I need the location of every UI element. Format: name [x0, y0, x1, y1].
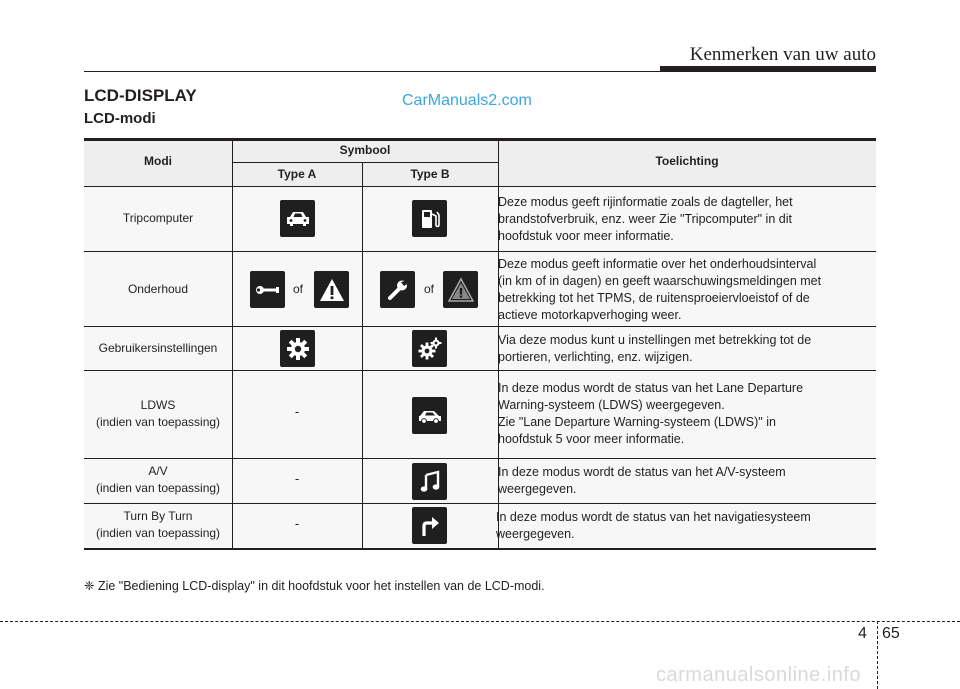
- row-ldws-type-a: -: [294, 404, 300, 419]
- chapter-number: 4: [858, 625, 867, 642]
- row-gebruikersinstellingen-desc: Via deze modus kunt u instellingen met betrekking tot de portieren, verlichting, enz. wijzigen.: [498, 333, 812, 364]
- header-toelichting: Toelichting: [655, 154, 719, 168]
- header-modi: Modi: [144, 154, 172, 168]
- row-ldws-desc: In deze modus wordt de status van het Lane Departure Warning-systeem (LDWS) weergegeven. Zie "Lane Departure Warning-systeem (LDWS)" in hoofdstuk 5 voor meer informatie.: [498, 381, 804, 446]
- row-onderhoud-mode: Onderhoud: [127, 282, 189, 296]
- page-number: 65: [882, 625, 900, 642]
- row-turn-by-turn-type-a: -: [294, 516, 300, 531]
- section-title: LCD-DISPLAY: [84, 86, 197, 105]
- header-rule-thick: [660, 66, 876, 72]
- sub-title: LCD-modi: [84, 110, 156, 127]
- row-tripcomputer-desc: Deze modus geeft rijinformatie zoals de dagteller, het brandstofverbruik, enz. weer Zie "Tripcomputer" in dit hoofdstuk voor meer informatie.: [498, 195, 793, 243]
- lcd-modes-table: [84, 138, 876, 550]
- turn-arrow-icon: [412, 507, 447, 544]
- row-turn-by-turn-mode: Turn By Turn (indien van toepassing): [95, 509, 221, 540]
- wrench-icon: [380, 271, 415, 308]
- table-bottom-rule: [84, 548, 876, 550]
- header-symbool: Symbool: [339, 143, 391, 157]
- footer-watermark: carmanualsonline.info: [656, 664, 862, 686]
- row-ldws-mode: LDWS (indien van toepassing): [95, 398, 221, 429]
- header-rule: [84, 71, 660, 72]
- music-note-icon: [412, 463, 447, 500]
- row-tripcomputer-mode: Tripcomputer: [122, 211, 194, 225]
- row-gebruikersinstellingen-mode: Gebruikersinstellingen: [98, 341, 218, 355]
- row-onderhoud-desc: Deze modus geeft informatie over het onderhoudsinterval (in km of in dagen) en geeft waarschuwingsmeldingen met betrekking tot het TPMS, de ruitensproeiervloeistof of de actieve motorkapverhoging weer.: [498, 257, 822, 322]
- or-label: of: [293, 282, 304, 296]
- footnote: ❈ Zie "Bediening LCD-display" in dit hoofdstuk voor het instellen van de LCD-modi.: [84, 579, 545, 593]
- or-label: of: [424, 282, 435, 296]
- header-type-b: Type B: [410, 167, 450, 181]
- running-header: Kenmerken van uw auto: [689, 44, 876, 65]
- header-type-a: Type A: [277, 167, 317, 181]
- row-av-mode: A/V (indien van toepassing): [95, 464, 221, 495]
- warning-triangle-icon: [314, 271, 349, 308]
- footer-divider: [877, 621, 878, 689]
- row-turn-by-turn-desc: In deze modus wordt de status van het navigatiesysteem weergegeven.: [496, 510, 811, 541]
- wrench-icon: [250, 271, 285, 308]
- gears-icon: [412, 330, 447, 367]
- warning-triangle-icon: [443, 271, 478, 308]
- footer-rule: [0, 621, 960, 622]
- table-top-rule: [84, 138, 876, 141]
- watermark: CarManuals2.com: [402, 92, 532, 109]
- gear-icon: [280, 330, 315, 367]
- car-icon: [280, 200, 315, 237]
- row-av-desc: In deze modus wordt de status van het A/V-systeem weergegeven.: [498, 465, 786, 496]
- row-av-type-a: -: [294, 471, 300, 486]
- fuel-pump-icon: [412, 200, 447, 237]
- lane-departure-car-icon: [412, 397, 447, 434]
